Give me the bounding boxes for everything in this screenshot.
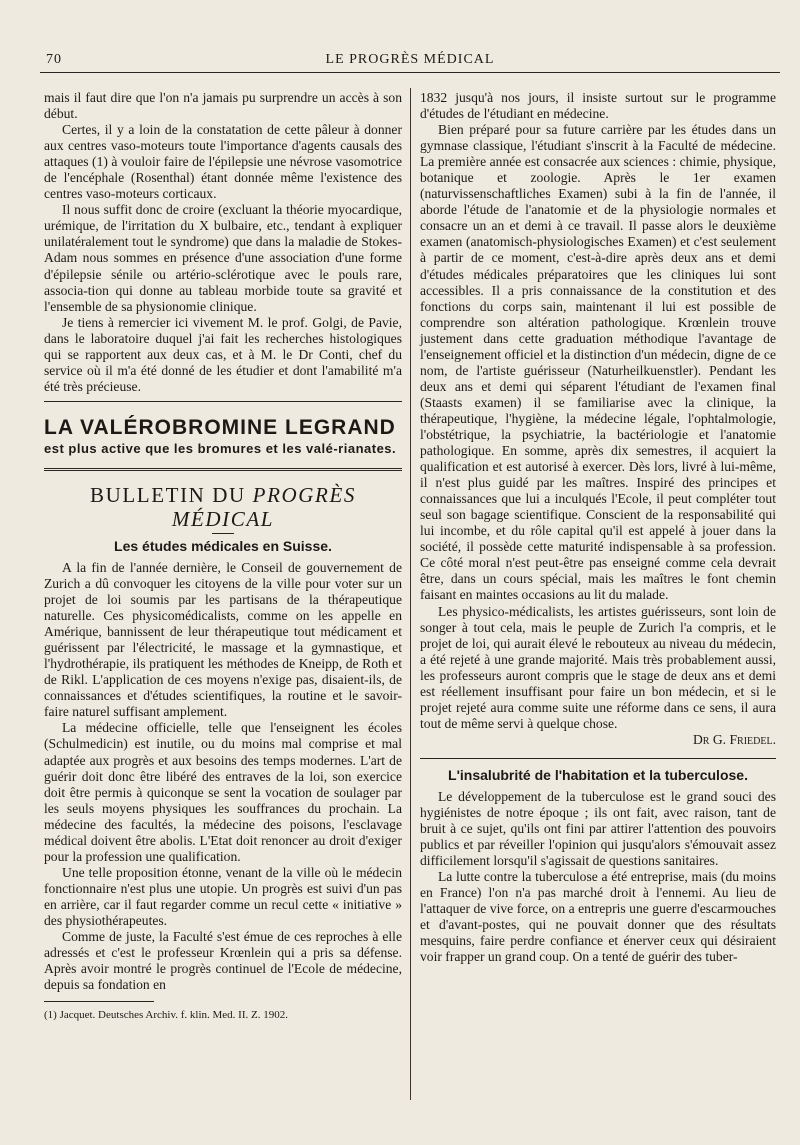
paragraph: Les physico-médicalists, les artistes guérisseurs, sont loin de songer à tout cela, mais le peuple de Zurich l'a compris, et le projet de loi, qui aurait élevé le rebouteux au niveau du médecin, a été rejeté à une grande majorité. Mais très probablement aussi, les professeurs auront compris que le stage de deux ans et demi est réellement insuffisant pour faire un bon médecin, et si le projet rejeté aura comme suite une réforme dans ce sens, il aura tout de même servi à quelque chose. — [420, 603, 776, 731]
paragraph: Le développement de la tuberculose est le grand souci des hygiénistes de notre époque ; ils ont fait, avec raison, tant de bruit à ce sujet, qu'ils ont fini par attirer l'attention des pouvoirs publics et par réveiller l'opinion qui jusqu'alors s'émouvait assez difficilement lorsqu'il s'agissait de questions sanitaires. — [420, 788, 776, 869]
paragraph: Comme de juste, la Faculté s'est émue de ces reproches à elle adressés et c'est le professeur Krœnlein qui a pris sa défense. Après avoir montré le progrès continuel de l'Ecole de médecine, depuis sa fondation en — [44, 929, 402, 993]
bulletin-heading-prefix: BULLETIN DU — [89, 482, 253, 507]
section-rule — [44, 401, 402, 402]
paragraph: La lutte contre la tuberculose a été entreprise, mais (du moins en France) l'on n'a pas marché droit à l'ennemi. Au lieu de l'attaquer de vive force, on a entrepris une guerre d'escarmouches et d'avant-postes, qui ne pouvait donner que des résultats mesquins, faire perdre confiance et énerver ceux qui désiraient voir frapper un grand coup. On a tenté de guérir des tuber- — [420, 869, 776, 965]
paragraph: La médecine officielle, telle que l'enseignent les écoles (Schulmedicin) est inutile, ou du moins mal comprise et mal adaptée aux progrès et aux besoins des temps modernes. L'art de guérir doit donc être libéré des entraves de la loi, son exercice doit être permis à quiconque se sent la vocation de soulager par les seuls moyens physiques les souffrances du prochain. La médecine des facultés, la médecine des poisons, l'esclavage médical doivent être abolis. L'Etat doit renoncer au droit d'exiger pour la profession une qualification. — [44, 720, 402, 864]
paragraph: Je tiens à remercier ici vivement M. le prof. Golgi, de Pavie, dans le laboratoire duquel j'ai fait les recherches histologiques qui se rapportent aux deux cas, et à M. le Dr Conti, chef du service où il m'a été donné de les étudier et dont l'amabilité m'a été très précieuse. — [44, 314, 402, 394]
advertisement-title: LA VALÉROBROMINE LEGRAND — [44, 415, 396, 439]
article-title: Les études médicales en Suisse. — [114, 537, 332, 554]
running-header — [40, 50, 780, 73]
advertisement-subtitle: est plus active que les bromures et les valé-rianates. — [44, 440, 397, 456]
paragraph: 1832 jusqu'à nos jours, il insiste surtout sur le programme d'études de l'étudiant en médecine. — [420, 90, 776, 122]
paragraph: A la fin de l'année dernière, le Conseil de gouvernement de Zurich a dû convoquer les citoyens de la ville pour voter sur un projet de loi soumis par les partisans de la thérapeutique naturelle. Ces physicomédicalists, comme on les appelle en Amérique, bannissent de leur thérapeutique tout médicament et guérissent par l'électricité, le massage et la gymnastique, et l'hydrothérapie, ils pratiquent les méthodes de Kneipp, de Roth et de Rikl. L'application de ces moyens n'exige pas, disaient-ils, de connaissances et d'études scientifiques, la routine et le savoir-faire naturel suffisant amplement. — [44, 559, 402, 720]
article-signature: Dr G. Friedel. — [692, 731, 776, 747]
right-column — [420, 90, 776, 965]
paragraph: Bien préparé pour sa future carrière par les études dans un gymnase classique, l'étudiant s'inscrit à la Faculté de médecine. La première année est consacrée aux sciences : chimie, physique, botanique et zoologie. Après le 1er examen (naturvissenschaftliches Examen) subi à la fin de l'année, il aborde l'étude de l'anatomie et de la physiologie normales et consacre un an et demi à ce travail. Il passe alors le deuxième examen (anatomisch-physiologisches Examen) et c'est seulement à partir de ce moment, c'est-à-dire après deux ans et demi d'études médicales préparatoires que les cliniques lui sont accessibles. Il a pris connaissance de la constitution et des fonctions du corps sain, maintenant il lui est possible de comprendre son altération pathologique. Krœnlein trouve justement dans cette graduation méthodique l'avantage de l'enseignement officiel et la distinction d'un médecin, digne de ce nom, de l'artiste guérisseur (Naturheilkuenstler). Pendant les deux ans et demi qui séparent l'étudiant de l'examen final (Staasts examen) il se familiarise avec la clinique, la thérapeutique, l'hygiène, la médecine légale, l'ophtalmologie, l'obstétrique, la psychiatrie, la bactériologie et l'anatomie pathologique. En somme, après dix semestres, il acquiert la qualification et est autorisé à exercer. Dès lors, livré à lui-même, il n'est plus guidé par les maîtres. Inspiré des principes et connaissances que lui a inculqués l'Ecole, il peut compléter tout seul son bagage scientifique. Conscient de la responsabilité qui lui incombe, et du rôle capital qu'il est appelé à jouer dans la société, il possède cette maturité indispensable à sa profession. Ce côté moral n'est peut-être pas enseigné comme cela devrait être, dans un cours spécial, mais les maîtres le font chemin faisant en maintes occasions au lit du malade. — [420, 122, 776, 603]
bulletin-heading-journal: PROGRÈS MÉDICAL — [171, 482, 357, 531]
paragraph: Certes, il y a loin de la constatation de cette pâleur à donner aux centres vaso-moteurs toute l'importance d'agents causals des attaques (1) à vouloir faire de l'épilepsie une névrose vasomotrice de l'encéphale (Rosenthal) étant donnée même l'existence des centres vaso-moteurs corticaux. — [44, 122, 402, 202]
article-title: L'insalubrité de l'habitation et la tuberculose. — [448, 766, 748, 783]
bulletin-heading — [44, 483, 402, 531]
left-column — [44, 90, 402, 1022]
journal-title: LE PROGRÈS MÉDICAL — [325, 52, 495, 67]
page-number: 70 — [46, 52, 62, 67]
short-rule — [212, 533, 234, 534]
section-rule — [44, 468, 402, 471]
column-divider — [410, 88, 411, 1100]
footnote-rule — [44, 1001, 154, 1002]
paragraph: Il nous suffit donc de croire (excluant la théorie myocardique, urémique, de l'irritation du X bulbaire, etc., tendant à expliquer unilatéralement tout le syndrome) que dans la maladie de Stokes-Adam nous sommes en présence d'une association d'une forme d'épilepsie sénile ou artério-sclérotique avec le pouls rare, associa-tion qui donne au tableau morbide toute sa gravité et l'ensemble de sa physionomie clinique. — [44, 202, 402, 314]
paragraph: Une telle proposition étonne, venant de la ville où le médecin fonctionnaire n'est plus une utopie. Un progrès est suivi d'un pas en arrière, car il faut regarder comme un recul cette « initiative » des physiothérapeutes. — [44, 864, 402, 928]
section-rule — [420, 758, 776, 759]
footnote: (1) Jacquet. Deutsches Archiv. f. klin. Med. II. Z. 1902. — [44, 1009, 288, 1022]
paragraph: mais il faut dire que l'on n'a jamais pu surprendre un accès à son début. — [44, 90, 402, 122]
